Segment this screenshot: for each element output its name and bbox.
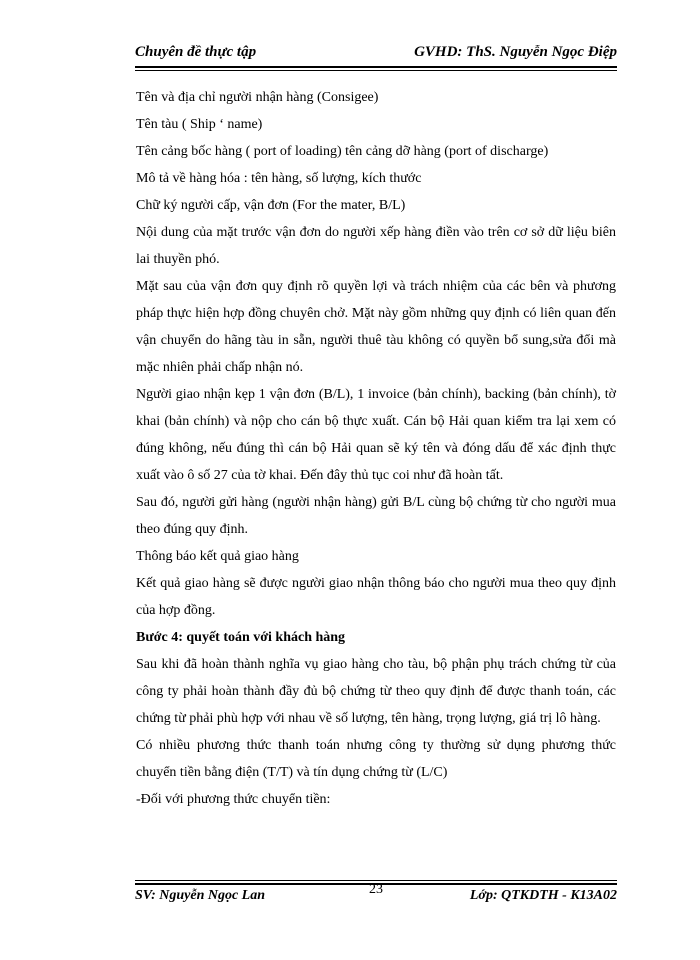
paragraph: Thông báo kết quả giao hàng <box>136 549 299 564</box>
paragraph: Mặt sau của vận đơn quy định rõ quyền lợi và trách nhiệm của các bên và phương pháp thực hiện hợp đồng chuyên chở. Mặt này gồm những quy định có liên quan đến vận chuyển do hãng tàu in sẵn, người thuê tàu không có quyền bổ sung,sửa đổi mà mặc nhiên phải chấp nhận nó. <box>136 279 616 375</box>
page-footer <box>135 882 617 908</box>
section-heading: Bước 4: quyết toán với khách hàng <box>136 630 346 645</box>
paragraph: Kết quả giao hàng sẽ được người giao nhận thông báo cho người mua theo quy định của hợp đồng. <box>136 576 616 618</box>
paragraph: Sau đó, người gửi hàng (người nhận hàng) gửi B/L cùng bộ chứng từ cho người mua theo đúng quy định. <box>136 495 616 537</box>
paragraph: Tên cảng bốc hàng ( port of loading) tên cảng dỡ hàng (port of discharge) <box>136 144 549 159</box>
footer-class: Lớp: QTKDTH - K13A02 <box>469 888 617 903</box>
paragraph: Có nhiều phương thức thanh toán nhưng công ty thường sử dụng phương thức chuyển tiền bằng điện (T/T) và tín dụng chứng từ (L/C) <box>136 738 616 780</box>
paragraph: Sau khi đã hoàn thành nghĩa vụ giao hàng cho tàu, bộ phận phụ trách chứng từ của công ty phải hoàn thành đầy đủ bộ chứng từ theo quy định để được thanh toán, các chứng từ phải phù hợp với nhau về số lượng, tên hàng, trọng lượng, giá trị lô hàng. <box>136 657 616 726</box>
paragraph: Mô tả về hàng hóa : tên hàng, số lượng, kích thước <box>136 171 422 186</box>
paragraph: Tên và địa chỉ người nhận hàng (Consigee) <box>136 90 379 105</box>
header-rule-thick <box>135 66 617 68</box>
paragraph: Người giao nhận kẹp 1 vận đơn (B/L), 1 invoice (bản chính), backing (bản chính), tờ khai (bản chính) và nộp cho cán bộ thực xuất. Cán bộ Hải quan kiểm tra lại xem có đúng không, nếu đúng thì cán bộ Hải quan sẽ ký tên và đóng dấu để xác định thực xuất vào ô số 27 của tờ khai. Đến đây thủ tục coi như đã hoàn tất. <box>136 387 616 483</box>
header-supervisor: GVHD: ThS. Nguyễn Ngọc Điệp <box>414 44 617 60</box>
footer-rule-thin <box>135 880 617 881</box>
header-doc-title: Chuyên đề thực tập <box>135 44 257 60</box>
paragraph: Nội dung của mặt trước vận đơn do người xếp hàng điền vào trên cơ sở dữ liệu biên lai thuyền phó. <box>136 225 616 267</box>
header-rule-thin <box>135 70 617 71</box>
paragraph: Chữ ký người cấp, vận đơn (For the mater, B/L) <box>136 198 406 213</box>
page-number: 23 <box>369 882 383 897</box>
footer-student: SV: Nguyễn Ngọc Lan <box>135 888 266 903</box>
page-header <box>135 44 617 64</box>
paragraph: Tên tàu ( Ship ‘ name) <box>136 117 263 132</box>
paragraph: -Đối với phương thức chuyển tiền: <box>136 792 331 807</box>
page-body <box>136 84 616 813</box>
